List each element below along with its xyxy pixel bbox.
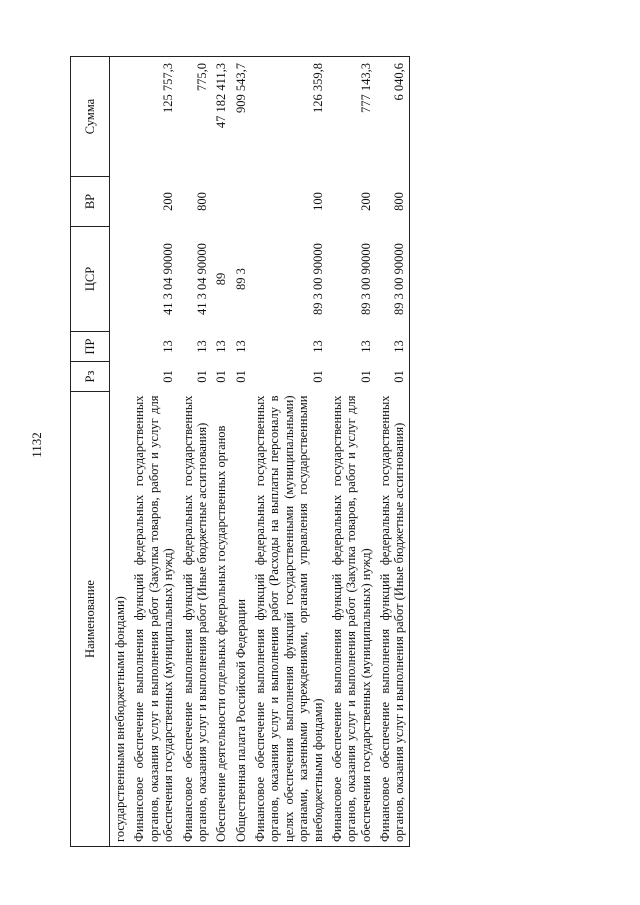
table-row [129, 57, 177, 847]
row-name: Финансовое обеспечение выполнения функций федеральных государственных органов, оказания услуг и выполнения работ (Иные бюджетные ассигнования) [375, 392, 409, 847]
row-name: Финансовое обеспечение выполнения функций федеральных государственных органов, оказания услуг и выполнения работ (Закупка товаров, работ и услуг для обеспечения государственных (муниципальных) нужд) [327, 392, 375, 847]
row-pr: 13 [358, 340, 373, 353]
row-vr [110, 177, 130, 227]
table-row [327, 57, 375, 847]
table-header-row [71, 57, 110, 847]
table-row [231, 57, 250, 847]
row-csr: 89 3 00 90000 [310, 243, 325, 315]
row-csr: 41 3 04 90000 [194, 243, 209, 315]
row-rz: 01 [310, 370, 325, 383]
row-sum: 126 359,8 [250, 57, 327, 177]
row-vr [231, 177, 250, 227]
row-pr: 13 [194, 340, 209, 353]
row-csr: 41 3 04 90000 [161, 243, 176, 315]
row-rz [110, 362, 130, 392]
header-vr: ВР [71, 177, 110, 227]
row-sum: 909 543,7 [231, 57, 250, 177]
row-pr: 13 [233, 340, 248, 353]
row-rz: 01 [358, 370, 373, 383]
row-vr [211, 177, 230, 227]
row-csr: 89 [214, 272, 229, 286]
budget-table [70, 56, 410, 847]
table-row [250, 57, 327, 847]
header-name: Наименование [71, 392, 110, 847]
row-pr: 13 [375, 332, 409, 362]
header-csr: ЦСР [71, 227, 110, 332]
row-pr [110, 332, 130, 362]
header-pr: ПР [71, 332, 110, 362]
row-sum: 6 040,6 [375, 57, 409, 177]
row-rz: 01 [375, 362, 409, 392]
page-number: 1132 [29, 432, 44, 458]
row-sum: 47 182 411,3 [211, 57, 230, 177]
table-row [375, 57, 409, 847]
row-name: государственными внебюджетными фондами) [110, 392, 130, 847]
row-name: Обеспечение деятельности отдельных федеральных государственных органов [211, 392, 230, 847]
row-csr [110, 227, 130, 332]
row-vr: 800 [194, 192, 209, 211]
row-sum: 777 143,3 [327, 57, 375, 177]
row-csr: 89 3 [233, 268, 248, 290]
row-sum: 125 757,3 [129, 57, 177, 177]
table-row [211, 57, 230, 847]
row-sum [110, 57, 130, 177]
row-vr: 800 [375, 177, 409, 227]
row-csr: 89 3 00 90000 [358, 243, 373, 315]
row-sum: 775,0 [178, 57, 212, 177]
row-vr: 100 [310, 192, 325, 211]
row-name: Финансовое обеспечение выполнения функций федеральных государственных органов, оказания услуг и выполнения работ (Иные бюджетные ассигнования) [178, 392, 212, 847]
row-vr: 200 [161, 192, 176, 211]
budget-table-sheet [70, 57, 570, 847]
row-csr: 89 3 00 90000 [375, 227, 409, 332]
row-rz: 01 [233, 370, 248, 383]
header-rz: Рз [71, 362, 110, 392]
row-pr: 13 [310, 340, 325, 353]
row-name: Финансовое обеспечение выполнения функций федеральных государственных органов, оказания услуг и выполнения работ (Расходы на выплаты персоналу в целях обеспечения выполнения функций государственными (муниципальными) органами, казенными учреждениями, органами управления государственными внебюджетными фондами) [250, 392, 327, 847]
table-row [110, 57, 130, 847]
row-vr: 200 [358, 192, 373, 211]
row-rz: 01 [214, 370, 229, 383]
row-rz: 01 [194, 370, 209, 383]
header-sum: Сумма [71, 57, 110, 177]
row-pr: 13 [161, 340, 176, 353]
row-name: Финансовое обеспечение выполнения функций федеральных государственных органов, оказания услуг и выполнения работ (Закупка товаров, работ и услуг для обеспечения государственных (муниципальных) нужд) [129, 392, 177, 847]
row-pr: 13 [214, 340, 229, 353]
row-name: Общественная палата Российской Федерации [231, 392, 250, 847]
table-row [178, 57, 212, 847]
row-rz: 01 [161, 370, 176, 383]
